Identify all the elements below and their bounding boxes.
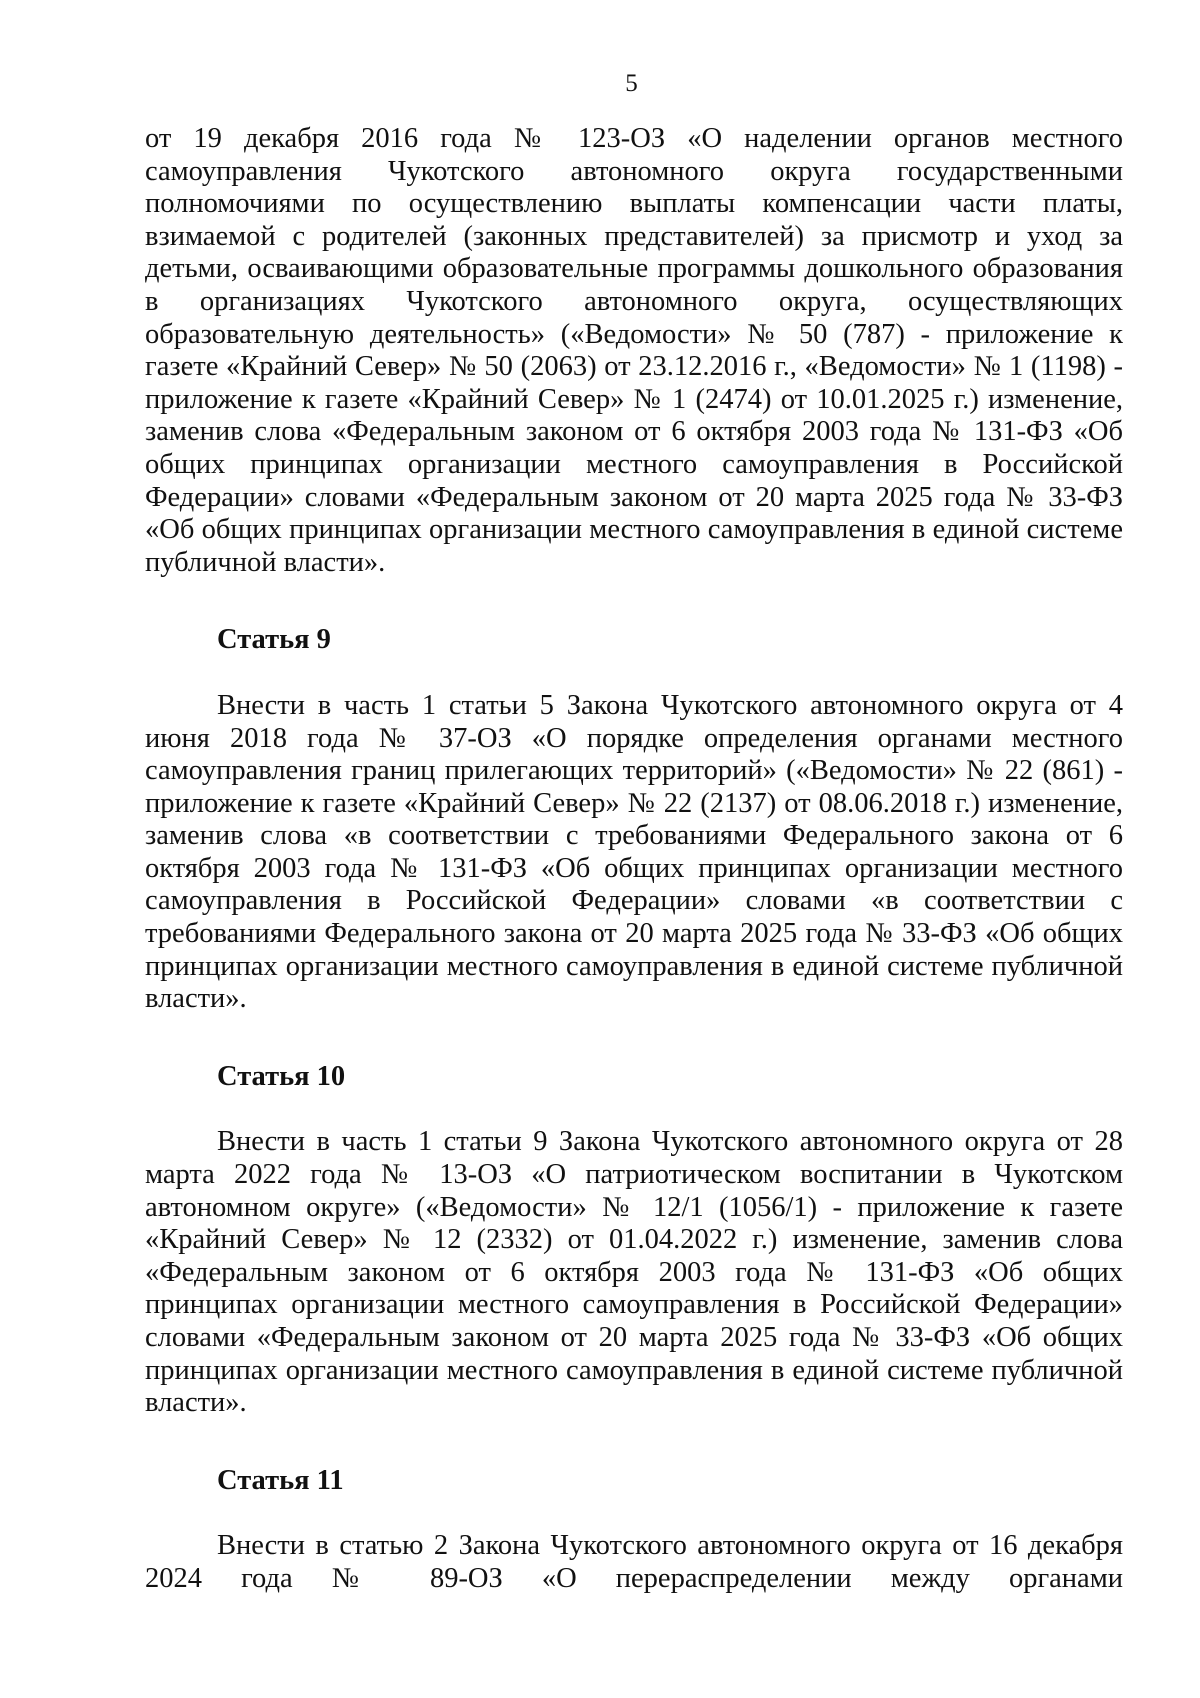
article-11-paragraph: Внести в статью 2 Закона Чукотского автономного округа от 16 декабря 2024 года № 89-ОЗ «О перераспределении между органами (145, 1530, 1123, 1594)
page-number: 5 (625, 70, 638, 97)
article-10-heading: Статья 10 (217, 1060, 346, 1092)
article-10-paragraph: Внести в часть 1 статьи 9 Закона Чукотского автономного округа от 28 марта 2022 года № 13-ОЗ «О патриотическом воспитании в Чукотском автономном округе» («Ведомости» № 12/1 (1056/1) - приложение к газете «Крайний Север» № 12 (2332) от 01.04.2022 г.) изменение, заменив слова «Федеральным законом от 6 октября 2003 года № 131-ФЗ «Об общих принципах организации местного самоуправления в Российской Федерации» словами «Федеральным законом от 20 марта 2025 года № 33-ФЗ «Об общих принципах организации местного самоуправления в единой системе публичной власти». (145, 1126, 1123, 1419)
article-9-heading: Статья 9 (217, 624, 331, 656)
continuation-paragraph: от 19 декабря 2016 года № 123-ОЗ «О наделении органов местного самоуправления Чукотского автономного округа государственными полномочиями по осуществлению выплаты компенсации части платы, взимаемой с родителей (законных представителей) за присмотр и уход за детьми, осваивающими образовательные программы дошкольного образования в организациях Чукотского автономного округа, осуществляющих образовательную деятельность» («Ведомости» № 50 (787) - приложение к газете «Крайний Север» № 50 (2063) от 23.12.2016 г., «Ведомости» № 1 (1198) - приложение к газете «Крайний Север» № 1 (2474) от 10.01.2025 г.) изменение, заменив слова «Федеральным законом от 6 октября 2003 года № 131-ФЗ «Об общих принципах организации местного самоуправления в Российской Федерации» словами «Федеральным законом от 20 марта 2025 года № 33-ФЗ «Об общих принципах организации местного самоуправления в единой системе публичной власти». (145, 123, 1123, 578)
document-body (145, 123, 1123, 1596)
article-9-paragraph: Внести в часть 1 статьи 5 Закона Чукотского автономного округа от 4 июня 2018 года № 37-ОЗ «О порядке определения органами местного самоуправления границ прилегающих территорий» («Ведомости» № 22 (861) - приложение к газете «Крайний Север» № 22 (2137) от 08.06.2018 г.) изменение, заменив слова «в соответствии с требованиями Федерального закона от 6 октября 2003 года № 131-ФЗ «Об общих принципах организации местного самоуправления в Российской Федерации» словами «в соответствии с требованиями Федерального закона от 20 марта 2025 года № 33-ФЗ «Об общих принципах организации местного самоуправления в единой системе публичной власти». (145, 689, 1123, 1015)
article-11-heading: Статья 11 (217, 1464, 344, 1496)
